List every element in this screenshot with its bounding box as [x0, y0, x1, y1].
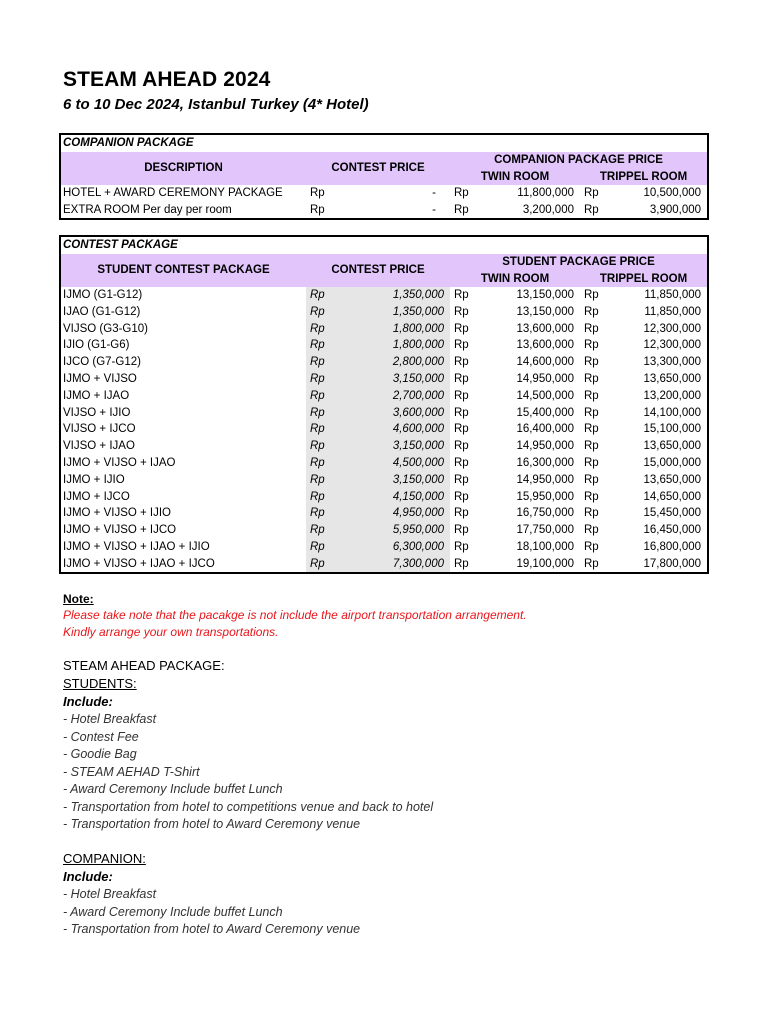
currency-label: Rp — [310, 186, 325, 199]
currency-label: Rp — [310, 203, 325, 216]
twin-room-price: 14,950,000 — [516, 440, 574, 453]
currency-label: Rp — [306, 555, 336, 573]
twin-room-price: 16,750,000 — [516, 507, 574, 520]
trippel-room-price: 17,800,000 — [643, 557, 702, 570]
section-label-companion: COMPANION PACKAGE — [63, 137, 194, 150]
currency-label: Rp — [306, 404, 336, 421]
currency-label: Rp — [454, 203, 469, 216]
table-row — [60, 404, 708, 421]
trippel-room-price: 13,650,000 — [643, 372, 702, 385]
package-name: VIJSO (G3-G10) — [63, 322, 148, 335]
currency-label: Rp — [454, 339, 469, 352]
trippel-room-price: 14,100,000 — [643, 406, 702, 419]
include-list-item: - Transportation from hotel to Award Ceremony venue — [63, 817, 361, 831]
contest-price-value: 5,950,000 — [336, 522, 450, 539]
currency-label: Rp — [454, 440, 469, 453]
currency-label: Rp — [584, 540, 599, 553]
twin-room-price: 18,100,000 — [516, 540, 574, 553]
currency-label: Rp — [454, 406, 469, 419]
contest-price-value: 4,150,000 — [336, 488, 450, 505]
package-heading: STEAM AHEAD PACKAGE: — [63, 658, 225, 673]
table-row — [60, 421, 708, 438]
currency-label: Rp — [306, 354, 336, 371]
currency-label: Rp — [584, 203, 599, 216]
currency-label: Rp — [454, 540, 469, 553]
contest-price-value: 1,350,000 — [336, 287, 450, 304]
currency-label: Rp — [454, 356, 469, 369]
currency-label: Rp — [584, 557, 599, 570]
table-row — [60, 354, 708, 371]
twin-room-price: 13,150,000 — [516, 305, 574, 318]
contest-price-value: 4,950,000 — [336, 505, 450, 522]
package-name: IJMO + VIJSO + IJAO — [63, 456, 176, 469]
table-row — [60, 522, 708, 539]
twin-room-price: 17,750,000 — [516, 524, 574, 537]
package-name: VIJSO + IJCO — [63, 423, 136, 436]
currency-label: Rp — [454, 507, 469, 520]
package-name: IJMO + IJCO — [63, 490, 130, 503]
twin-room-price: 14,600,000 — [516, 356, 574, 369]
table-row — [60, 505, 708, 522]
currency-label: Rp — [584, 423, 599, 436]
currency-label: Rp — [306, 421, 336, 438]
trippel-room-price: 13,650,000 — [643, 473, 702, 486]
table-row — [60, 337, 708, 354]
header-description: DESCRIPTION — [60, 152, 306, 185]
contest-price-value: 6,300,000 — [336, 539, 450, 556]
header-trippel-room: TRIPPEL ROOM — [580, 169, 708, 185]
twin-room-price: 11,800,000 — [517, 186, 574, 199]
currency-label: Rp — [306, 303, 336, 320]
include-list-item: - Hotel Breakfast — [63, 887, 157, 901]
contest-price-value: 2,800,000 — [336, 354, 450, 371]
event-subtitle: 6 to 10 Dec 2024, Istanbul Turkey (4* Hotel) — [63, 96, 369, 113]
trippel-room-price: 12,300,000 — [643, 339, 702, 352]
table-row — [60, 303, 708, 320]
currency-label: Rp — [584, 389, 599, 402]
twin-room-price: 14,500,000 — [516, 389, 574, 402]
include-list-item: - Contest Fee — [63, 729, 139, 744]
contest-price-value: 4,600,000 — [336, 421, 450, 438]
table-row — [60, 287, 708, 304]
twin-room-price: 15,400,000 — [516, 406, 574, 419]
include-list-item: - Transportation from hotel to competitions venue and back to hotel — [63, 799, 434, 814]
contest-price-value: 1,350,000 — [336, 303, 450, 320]
table-row — [60, 320, 708, 337]
table-row — [60, 438, 708, 455]
currency-label: Rp — [306, 371, 336, 388]
contest-price-value: 4,500,000 — [336, 455, 450, 472]
currency-label: Rp — [454, 473, 469, 486]
table-row — [60, 455, 708, 472]
trippel-room-price: 15,000,000 — [643, 456, 702, 469]
currency-label: Rp — [306, 505, 336, 522]
twin-room-price: 16,300,000 — [516, 456, 574, 469]
currency-label: Rp — [306, 471, 336, 488]
header-twin-room: TWIN ROOM — [450, 169, 580, 185]
twin-room-price: 14,950,000 — [516, 372, 574, 385]
include-list-item: - STEAM AEHAD T-Shirt — [63, 764, 200, 779]
package-name: VIJSO + IJIO — [63, 406, 131, 419]
note-line-airport: Please take note that the pacakge is not include the airport transportation arrangement. — [63, 608, 527, 622]
trippel-room-price: 10,500,000 — [643, 186, 702, 199]
contest-price-value: 1,800,000 — [336, 337, 450, 354]
currency-label: Rp — [454, 423, 469, 436]
companion-include-label: Include: — [63, 869, 113, 884]
currency-label: Rp — [306, 488, 336, 505]
currency-label: Rp — [306, 539, 336, 556]
currency-label: Rp — [454, 389, 469, 402]
currency-label: Rp — [306, 320, 336, 337]
currency-label: Rp — [584, 473, 599, 486]
package-name: IJIO (G1-G6) — [63, 339, 130, 352]
currency-label: Rp — [584, 288, 599, 301]
twin-room-price: 15,950,000 — [516, 490, 574, 503]
students-label: STUDENTS: — [63, 676, 137, 691]
section-label-contest: CONTEST PACKAGE — [63, 239, 178, 252]
currency-label: Rp — [584, 356, 599, 369]
document-title: STEAM AHEAD 2024 — [63, 68, 271, 91]
table-row — [60, 201, 708, 219]
table-row — [60, 471, 708, 488]
row-description: HOTEL + AWARD CEREMONY PACKAGE — [63, 186, 283, 199]
contest-package-table — [59, 235, 709, 574]
trippel-room-price: 13,650,000 — [643, 440, 702, 453]
currency-label: Rp — [454, 305, 469, 318]
contest-price-value: 3,150,000 — [336, 371, 450, 388]
contest-price-value: 2,700,000 — [336, 387, 450, 404]
currency-label: Rp — [584, 507, 599, 520]
package-name: IJMO + IJAO — [63, 389, 130, 402]
trippel-room-price: 13,200,000 — [643, 389, 702, 402]
trippel-room-price: 11,850,000 — [644, 288, 702, 301]
currency-label: Rp — [454, 490, 469, 503]
trippel-room-price: 14,650,000 — [643, 490, 702, 503]
currency-label: Rp — [454, 557, 469, 570]
currency-label: Rp — [306, 287, 336, 304]
package-name: IJMO + VIJSO + IJAO + IJIO — [63, 540, 210, 553]
currency-label: Rp — [306, 522, 336, 539]
header-twin-room: TWIN ROOM — [450, 271, 580, 287]
row-description: EXTRA ROOM Per day per room — [63, 203, 232, 216]
contest-price-value: 3,150,000 — [336, 471, 450, 488]
table-row — [60, 185, 708, 202]
companion-label: COMPANION: — [63, 851, 146, 866]
header-trippel-room: TRIPPEL ROOM — [580, 271, 708, 287]
currency-label: Rp — [454, 524, 469, 537]
table-row — [60, 488, 708, 505]
header-contest-price: CONTEST PRICE — [306, 152, 450, 185]
currency-label: Rp — [306, 455, 336, 472]
currency-label: Rp — [306, 438, 336, 455]
twin-room-price: 16,400,000 — [516, 423, 574, 436]
package-name: IJMO (G1-G12) — [63, 288, 143, 301]
currency-label: Rp — [454, 186, 469, 199]
contest-price-value: - — [432, 203, 436, 216]
note-title: Note: — [63, 592, 94, 606]
currency-label: Rp — [584, 322, 599, 335]
currency-label: Rp — [454, 372, 469, 385]
contest-price-value: 7,300,000 — [336, 555, 450, 573]
companion-package-table — [59, 133, 709, 220]
include-list-item: - Award Ceremony Include buffet Lunch — [63, 904, 283, 919]
header-companion-package-price: COMPANION PACKAGE PRICE — [450, 152, 708, 169]
header-student-contest-package: STUDENT CONTEST PACKAGE — [60, 254, 306, 287]
include-list-item: - Hotel Breakfast — [63, 712, 157, 726]
package-name: IJMO + VIJSO + IJAO + IJCO — [63, 557, 215, 570]
trippel-room-price: 16,450,000 — [643, 524, 702, 537]
twin-room-price: 13,150,000 — [516, 288, 574, 301]
twin-room-price: 13,600,000 — [516, 322, 574, 335]
contest-price-value: 1,800,000 — [336, 320, 450, 337]
header-contest-price: CONTEST PRICE — [306, 254, 450, 287]
trippel-room-price: 13,300,000 — [643, 356, 702, 369]
currency-label: Rp — [584, 406, 599, 419]
package-name: IJMO + IJIO — [63, 473, 125, 486]
trippel-room-price: 12,300,000 — [643, 322, 702, 335]
trippel-room-price: 15,100,000 — [643, 423, 702, 436]
currency-label: Rp — [454, 456, 469, 469]
currency-label: Rp — [584, 372, 599, 385]
twin-room-price: 14,950,000 — [516, 473, 574, 486]
currency-label: Rp — [584, 339, 599, 352]
table-row — [60, 555, 708, 573]
currency-label: Rp — [584, 440, 599, 453]
header-student-package-price: STUDENT PACKAGE PRICE — [450, 254, 708, 271]
trippel-room-price: 15,450,000 — [643, 507, 702, 520]
contest-price-value: 3,600,000 — [336, 404, 450, 421]
currency-label: Rp — [584, 490, 599, 503]
twin-room-price: 3,200,000 — [522, 203, 574, 216]
package-name: IJCO (G7-G12) — [63, 356, 141, 369]
package-name: IJMO + VIJSO — [63, 372, 137, 385]
currency-label: Rp — [306, 337, 336, 354]
currency-label: Rp — [584, 524, 599, 537]
contest-price-value: - — [432, 186, 436, 199]
twin-room-price: 13,600,000 — [516, 339, 574, 352]
currency-label: Rp — [454, 322, 469, 335]
package-name: VIJSO + IJAO — [63, 440, 135, 453]
include-list-item: - Award Ceremony Include buffet Lunch — [63, 782, 283, 796]
package-name: IJAO (G1-G12) — [63, 305, 141, 318]
trippel-room-price: 16,800,000 — [643, 540, 702, 553]
include-list-item: - Transportation from hotel to Award Ceremony venue — [63, 922, 361, 936]
trippel-room-price: 11,850,000 — [644, 305, 702, 318]
twin-room-price: 19,100,000 — [516, 557, 574, 570]
package-name: IJMO + VIJSO + IJIO — [63, 507, 171, 520]
currency-label: Rp — [306, 387, 336, 404]
note-line-transport: Kindly arrange your own transportations. — [63, 625, 279, 639]
students-include-label: Include: — [63, 694, 113, 709]
table-row — [60, 371, 708, 388]
include-list-item: - Goodie Bag — [63, 747, 137, 761]
trippel-room-price: 3,900,000 — [649, 203, 702, 216]
currency-label: Rp — [584, 456, 599, 469]
table-row — [60, 539, 708, 556]
currency-label: Rp — [584, 186, 599, 199]
table-row — [60, 387, 708, 404]
currency-label: Rp — [454, 288, 469, 301]
package-name: IJMO + VIJSO + IJCO — [63, 524, 177, 537]
contest-price-value: 3,150,000 — [336, 438, 450, 455]
currency-label: Rp — [584, 305, 599, 318]
